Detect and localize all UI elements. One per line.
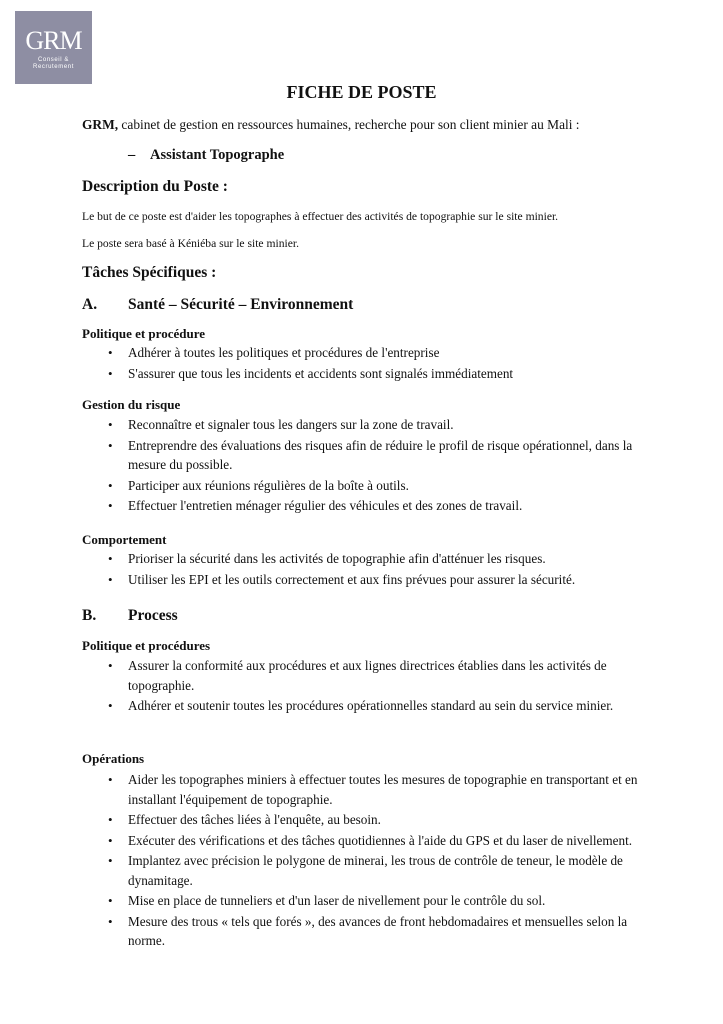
group-title: Opérations <box>82 751 145 766</box>
list-item: • Prioriser la sécurité dans les activités de topographie afin d'atténuer les risques. <box>108 549 648 569</box>
list-item: • Implantez avec précision le polygone de minerai, les trous de contrôle de teneur, le modèle de dynamitage. <box>108 851 648 890</box>
intro-text: cabinet de gestion en ressources humaines, recherche pour son client minier au Mali : <box>118 117 580 132</box>
list-item: • Adhérer et soutenir toutes les procédures opérationnelles standard au sein du service minier. <box>108 696 648 716</box>
list-item: • Adhérer à toutes les politiques et procédures de l'entreprise <box>108 343 648 363</box>
list-item: • Participer aux réunions régulières de la boîte à outils. <box>108 476 648 496</box>
intro-paragraph <box>82 117 580 133</box>
description-line-2: Le poste sera basé à Kéniéba sur le site minier. <box>82 237 299 250</box>
section-b-heading <box>82 607 178 625</box>
group-title: Politique et procédure <box>82 326 206 341</box>
job-title <box>128 147 284 164</box>
page-title: FICHE DE POSTE <box>286 82 437 102</box>
group-title: Politique et procédures <box>82 638 211 653</box>
company-logo <box>15 11 92 84</box>
bullet-list <box>108 549 648 590</box>
list-item: • Effectuer des tâches liées à l'enquête, au besoin. <box>108 810 648 830</box>
bullet-list <box>108 656 648 717</box>
list-item: • Mesure des trous « tels que forés », des avances de front hebdomadaires et mensuelles selon la norme. <box>108 912 648 951</box>
intro-company: GRM, <box>82 117 119 132</box>
job-title-dash: – <box>128 147 136 163</box>
description-line-1: Le but de ce poste est d'aider les topographes à effectuer des activités de topographie sur le site minier. <box>82 210 559 223</box>
list-item: • Utiliser les EPI et les outils correctement et aux fins prévues pour assurer la sécurité. <box>108 570 648 590</box>
list-item: • S'assurer que tous les incidents et accidents sont signalés immédiatement <box>108 364 648 384</box>
logo-tagline-2: Recrutement <box>33 64 74 70</box>
section-a-heading <box>82 296 353 314</box>
list-item: • Aider les topographes miniers à effectuer toutes les mesures de topographie en transportant et en installant l'équipement de topographie. <box>108 770 648 809</box>
group-title: Comportement <box>82 532 167 547</box>
taches-heading: Tâches Spécifiques : <box>82 264 217 281</box>
section-a-title: Santé – Sécurité – Environnement <box>128 296 354 313</box>
list-item: • Reconnaître et signaler tous les dangers sur la zone de travail. <box>108 415 648 435</box>
bullet-list <box>108 770 648 952</box>
list-item: • Mise en place de tunneliers et d'un laser de nivellement pour le contrôle du sol. <box>108 891 648 911</box>
group-title: Gestion du risque <box>82 397 181 412</box>
section-b-letter: B. <box>82 607 97 624</box>
list-item: • Assurer la conformité aux procédures et aux lignes directrices établies dans les activités de topographie. <box>108 656 648 695</box>
list-item: • Exécuter des vérifications et des tâches quotidiennes à l'aide du GPS et du laser de nivellement. <box>108 831 648 851</box>
bullet-list <box>108 343 648 384</box>
list-item: • Effectuer l'entretien ménager régulier des véhicules et des zones de travail. <box>108 496 648 516</box>
bullet-list <box>108 415 648 517</box>
section-a-letter: A. <box>82 296 98 313</box>
description-heading: Description du Poste : <box>82 178 228 195</box>
job-title-name: Assistant Topographe <box>150 147 285 163</box>
section-b-title: Process <box>128 607 178 624</box>
logo-tagline-1: Conseil & <box>37 57 70 63</box>
logo-letters: GRM <box>25 26 82 55</box>
list-item: • Entreprendre des évaluations des risques afin de réduire le profil de risque opérationnel, dans la mesure du possible. <box>108 436 648 475</box>
